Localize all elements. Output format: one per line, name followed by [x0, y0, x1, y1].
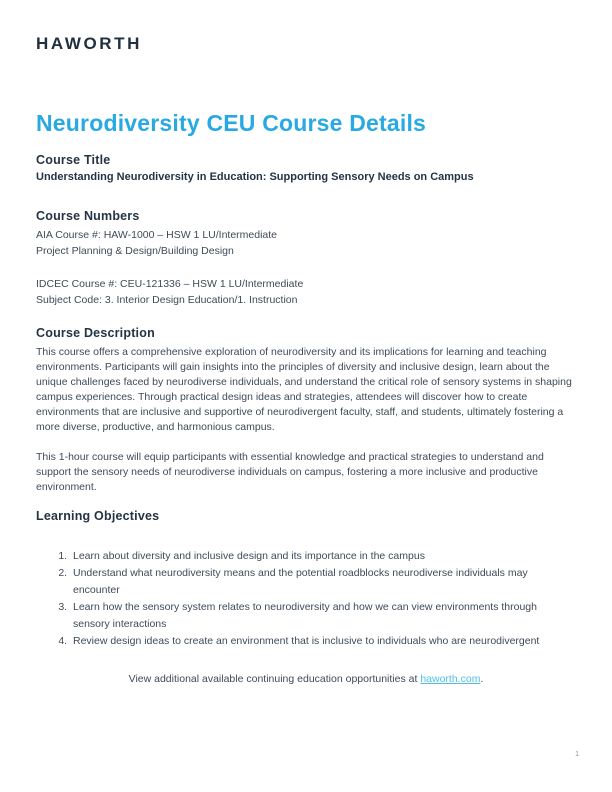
page-number: 1 — [575, 751, 579, 758]
course-numbers-heading: Course Numbers — [36, 209, 140, 223]
learning-objectives-heading: Learning Objectives — [36, 509, 160, 523]
list-item: 3. Learn how the sensory system relates to neurodiversity and how we can view environments through sensory interactions — [70, 599, 570, 633]
footer-cta — [36, 673, 576, 685]
document-title: Neurodiversity CEU Course Details — [36, 110, 427, 136]
course-title-value: Understanding Neurodiversity in Education: Supporting Sensory Needs on Campus — [36, 171, 474, 183]
course-description-paragraph-1: This course offers a comprehensive exploration of neurodiversity and its implications for learning and teaching environments. Participants will gain insights into the principles of diversity and inclusive design, learn about the unique challenges faced by neurodiverse individuals, and understand the critical role of sensory systems in shaping campus experiences. Through practical design ideas and strategies, attendees will discover how to create environments that are inclusive and supportive of neurodivergent faculty, staff, and students, ultimately fostering a more diverse, productive, and harmonious campus. — [36, 346, 572, 433]
idcec-subject-code: Subject Code: 3. Interior Design Education/1. Instruction — [36, 293, 298, 306]
list-item: 1. Learn about diversity and inclusive design and its importance in the campus — [70, 548, 570, 565]
idcec-course-number: IDCEC Course #: CEU-121336 – HSW 1 LU/Intermediate — [36, 278, 304, 290]
course-description-heading: Course Description — [36, 326, 155, 340]
list-item: 2. Understand what neurodiversity means and the potential roadblocks neurodiverse individuals may encounter — [70, 565, 570, 599]
footer-cta-period: . — [480, 673, 484, 685]
course-title-heading: Course Title — [36, 153, 111, 167]
aia-course-number: AIA Course #: HAW-1000 – HSW 1 LU/Intermediate — [36, 229, 278, 241]
course-description-paragraph-2: This 1-hour course will equip participants with essential knowledge and practical strategies to understand and support the sensory needs of neurodiverse individuals on campus, fostering a more inclusive and productive environment. — [36, 451, 544, 493]
section-course-title — [36, 153, 576, 183]
idcec-course-block — [36, 277, 576, 308]
learning-objectives-list — [55, 548, 576, 650]
footer-cta-text: View additional available continuing education opportunities at — [128, 673, 421, 685]
haworth-com-link[interactable]: haworth.com — [420, 673, 481, 685]
section-course-description — [36, 326, 576, 495]
section-learning-objectives — [36, 509, 576, 650]
aia-course-category: Project Planning & Design/Building Design — [36, 244, 234, 257]
haworth-logo: HAWORTH — [36, 34, 143, 53]
list-item: 4. Review design ideas to create an environment that is inclusive to individuals who are neurodivergent — [70, 633, 570, 650]
aia-course-block — [36, 228, 576, 259]
section-course-numbers — [36, 209, 576, 308]
